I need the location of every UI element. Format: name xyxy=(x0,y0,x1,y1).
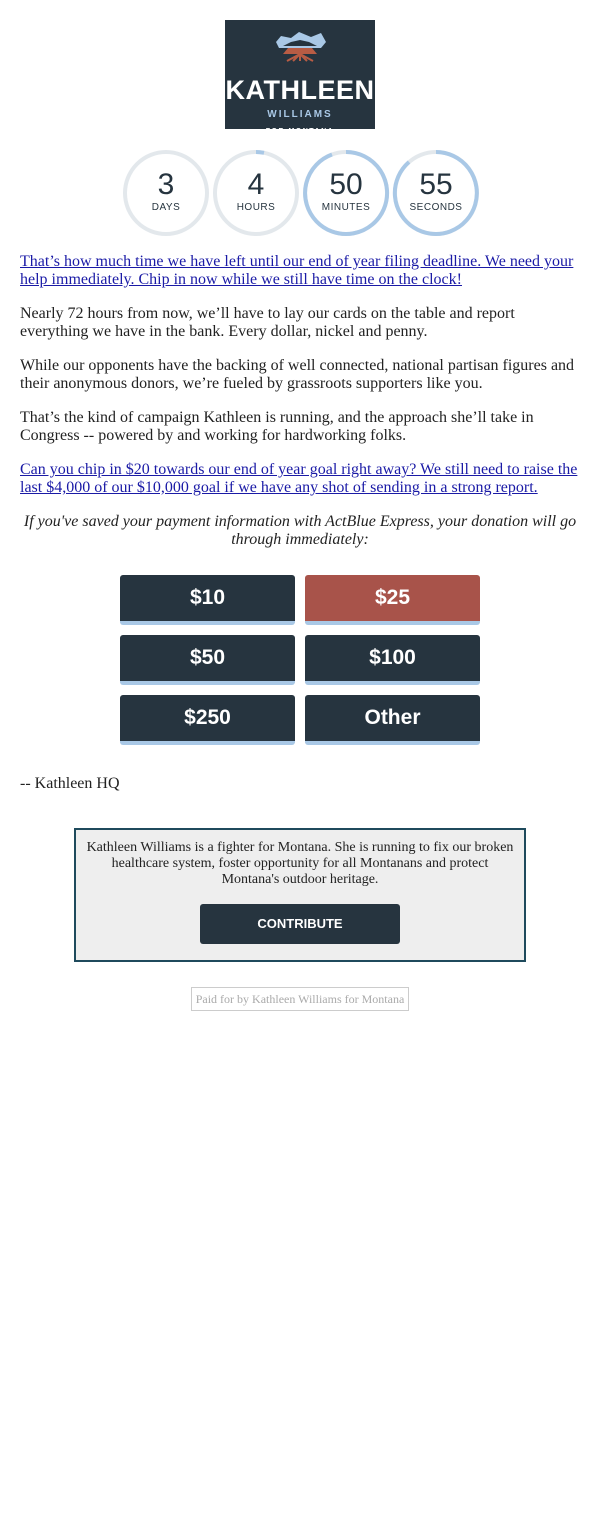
countdown-hours xyxy=(212,149,300,237)
countdown-value: 3 xyxy=(157,168,175,201)
intro-donate-link[interactable]: That’s how much time we have left until our end of year filing deadline. We need your help immediately. Chip in now while we still have time on the clock! xyxy=(20,253,574,288)
donate-25-button[interactable]: $25 xyxy=(305,575,480,625)
body-paragraph-2: While our opponents have the backing of well connected, national partisan figures and their anonymous donors, we’re fueled by grassroots supporters like you. xyxy=(20,357,575,392)
countdown-unit: MINUTES xyxy=(321,202,371,213)
body-paragraph-1: Nearly 72 hours from now, we’ll have to lay our cards on the table and report everything we have in the bank. Every dollar, nickel and penny. xyxy=(20,305,515,340)
campaign-logo xyxy=(225,20,375,135)
logo-name: KATHLEEN xyxy=(225,75,375,105)
footer-description: Kathleen Williams is a fighter for Montana. She is running to fix our broken healthcare system, foster opportunity for all Montanans and protect Montana's outdoor heritage. xyxy=(86,840,514,887)
intro-paragraph xyxy=(20,253,580,289)
countdown-unit: DAYS xyxy=(151,202,181,213)
donate-100-button[interactable]: $100 xyxy=(305,635,480,685)
logo-subtitle: WILLIAMS xyxy=(267,109,333,120)
footer-callout xyxy=(74,828,526,962)
countdown-value: 4 xyxy=(247,168,265,201)
actblue-express-note: If you've saved your payment information with ActBlue Express, your donation will go through immediately: xyxy=(23,513,577,548)
paid-for-disclaimer: Paid for by Kathleen Williams for Montana xyxy=(191,987,409,1011)
ask-paragraph xyxy=(20,461,580,497)
donate-250-button[interactable]: $250 xyxy=(120,695,295,745)
donate-50-button[interactable]: $50 xyxy=(120,635,295,685)
countdown-unit: SECONDS xyxy=(409,202,463,213)
countdown-seconds xyxy=(392,149,480,237)
countdown-minutes xyxy=(302,149,390,237)
contribute-button[interactable]: CONTRIBUTE xyxy=(200,904,400,944)
countdown-unit: HOURS xyxy=(236,202,276,213)
donate-10-button[interactable]: $10 xyxy=(120,575,295,625)
signoff: -- Kathleen HQ xyxy=(20,775,120,792)
donate-other-button[interactable]: Other xyxy=(305,695,480,745)
body-paragraph-3: That’s the kind of campaign Kathleen is running, and the approach she’ll take in Congress -- powered by and working for hardworking folks. xyxy=(20,409,534,444)
logo-tagline: FOR MONTANA xyxy=(265,128,335,135)
ask-donate-link[interactable]: Can you chip in $20 towards our end of year goal right away? We still need to raise the last $4,000 of our $10,000 goal if we have any shot of sending in a strong report. xyxy=(20,461,578,496)
countdown-value: 55 xyxy=(419,168,453,201)
countdown-value: 50 xyxy=(329,168,363,201)
countdown-days xyxy=(122,149,210,237)
